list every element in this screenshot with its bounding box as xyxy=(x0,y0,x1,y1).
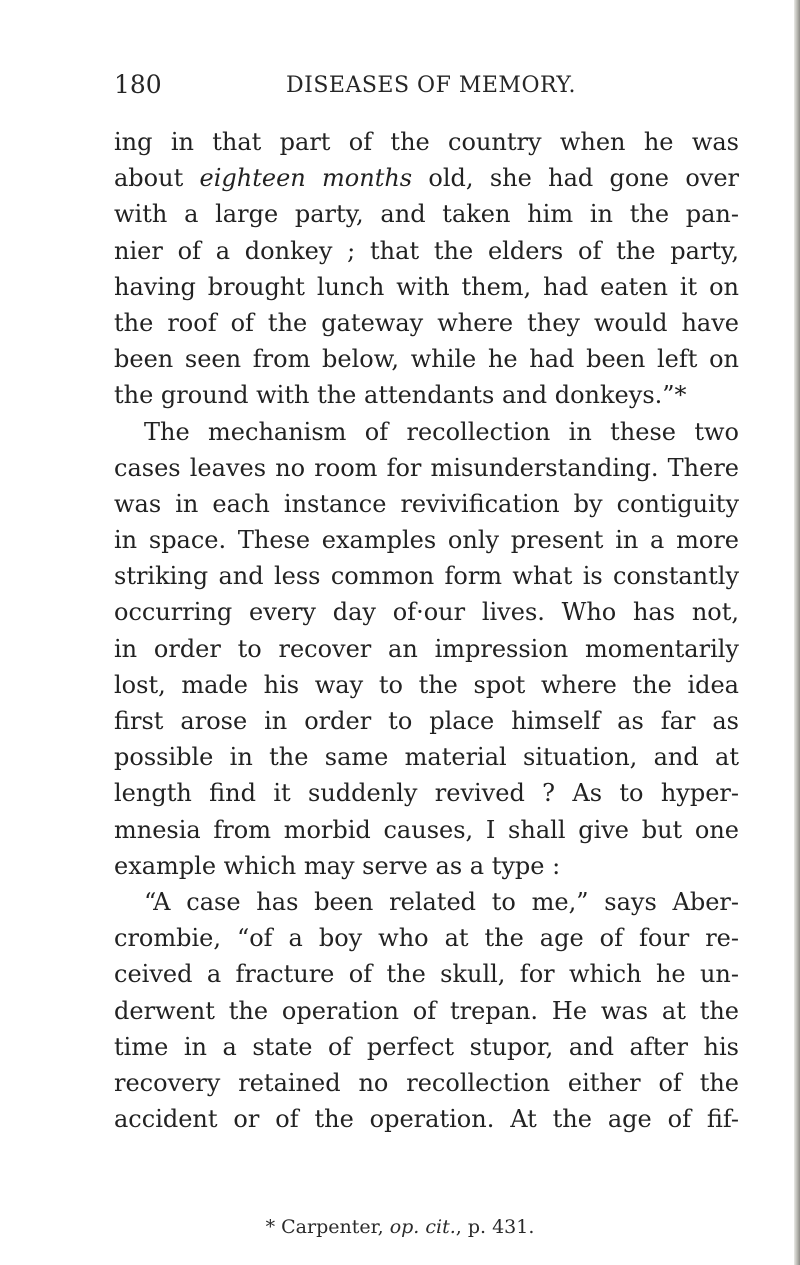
text-line: example which may serve as a type : xyxy=(114,851,561,880)
text-line: crombie, “of a boy who at the age of four re- xyxy=(114,924,739,953)
text-line: ing in that part of the country when he was xyxy=(114,128,739,156)
text-line: been seen from below, while he had been left on xyxy=(114,345,739,374)
text-line: ceived a fracture of the skull, for which he un- xyxy=(114,960,739,989)
text-segment: old, she had gone over xyxy=(412,164,739,193)
footnote-suffix: , p. 431. xyxy=(455,1216,535,1238)
text-line: derwent the operation of trepan. He was at the xyxy=(114,996,739,1025)
page-header xyxy=(114,70,674,110)
text-line: the roof of the gateway where they would have xyxy=(114,308,739,337)
text-line: mnesia from morbid causes, I shall give but one xyxy=(114,815,739,844)
text-line: “A case has been related to me,” says Aber- xyxy=(144,887,739,916)
text-line: accident or of the operation. At the age of fif- xyxy=(114,1105,739,1134)
text-line: time in a state of perfect stupor, and after his xyxy=(114,1032,739,1061)
text-line: first arose in order to place himself as far as xyxy=(114,707,739,735)
text-line: was in each instance revivification by contiguity xyxy=(114,489,739,518)
text-line: The mechanism of recollection in these two xyxy=(144,417,739,446)
text-line: recovery retained no recollection either of the xyxy=(114,1068,739,1097)
page-number: 180 xyxy=(114,70,162,99)
italic-phrase: eighteen months xyxy=(199,164,413,193)
running-head: DISEASES OF MEMORY. xyxy=(286,73,577,98)
text-line: nier of a donkey ; that the elders of the party, xyxy=(114,236,739,265)
footnote xyxy=(0,1216,800,1238)
text-line: having brought lunch with them, had eaten it on xyxy=(114,272,739,301)
text-line: occurring every day of·our lives. Who has not, xyxy=(114,598,739,627)
text-line: lost, made his way to the spot where the idea xyxy=(114,670,739,699)
text-line xyxy=(114,160,739,196)
text-line: in space. These examples only present in a more xyxy=(114,526,739,555)
text-line: striking and less common form what is constantly xyxy=(114,562,739,591)
text-line: possible in the same material situation, and at xyxy=(114,743,739,772)
footnote-prefix: * Carpenter, xyxy=(265,1216,390,1238)
text-segment: about xyxy=(114,164,200,193)
page-edge-shadow xyxy=(794,0,800,1265)
text-line: cases leaves no room for misunderstanding. There xyxy=(114,453,739,482)
text-line: the ground with the attendants and donkeys.”* xyxy=(114,381,687,410)
text-line: length find it suddenly revived ? As to hyper- xyxy=(114,779,739,808)
text-line: in order to recover an impression momentarily xyxy=(114,634,739,663)
footnote-italic: op. cit. xyxy=(389,1216,456,1238)
text-line: with a large party, and taken him in the pan- xyxy=(114,200,739,229)
body-text xyxy=(114,124,739,1137)
